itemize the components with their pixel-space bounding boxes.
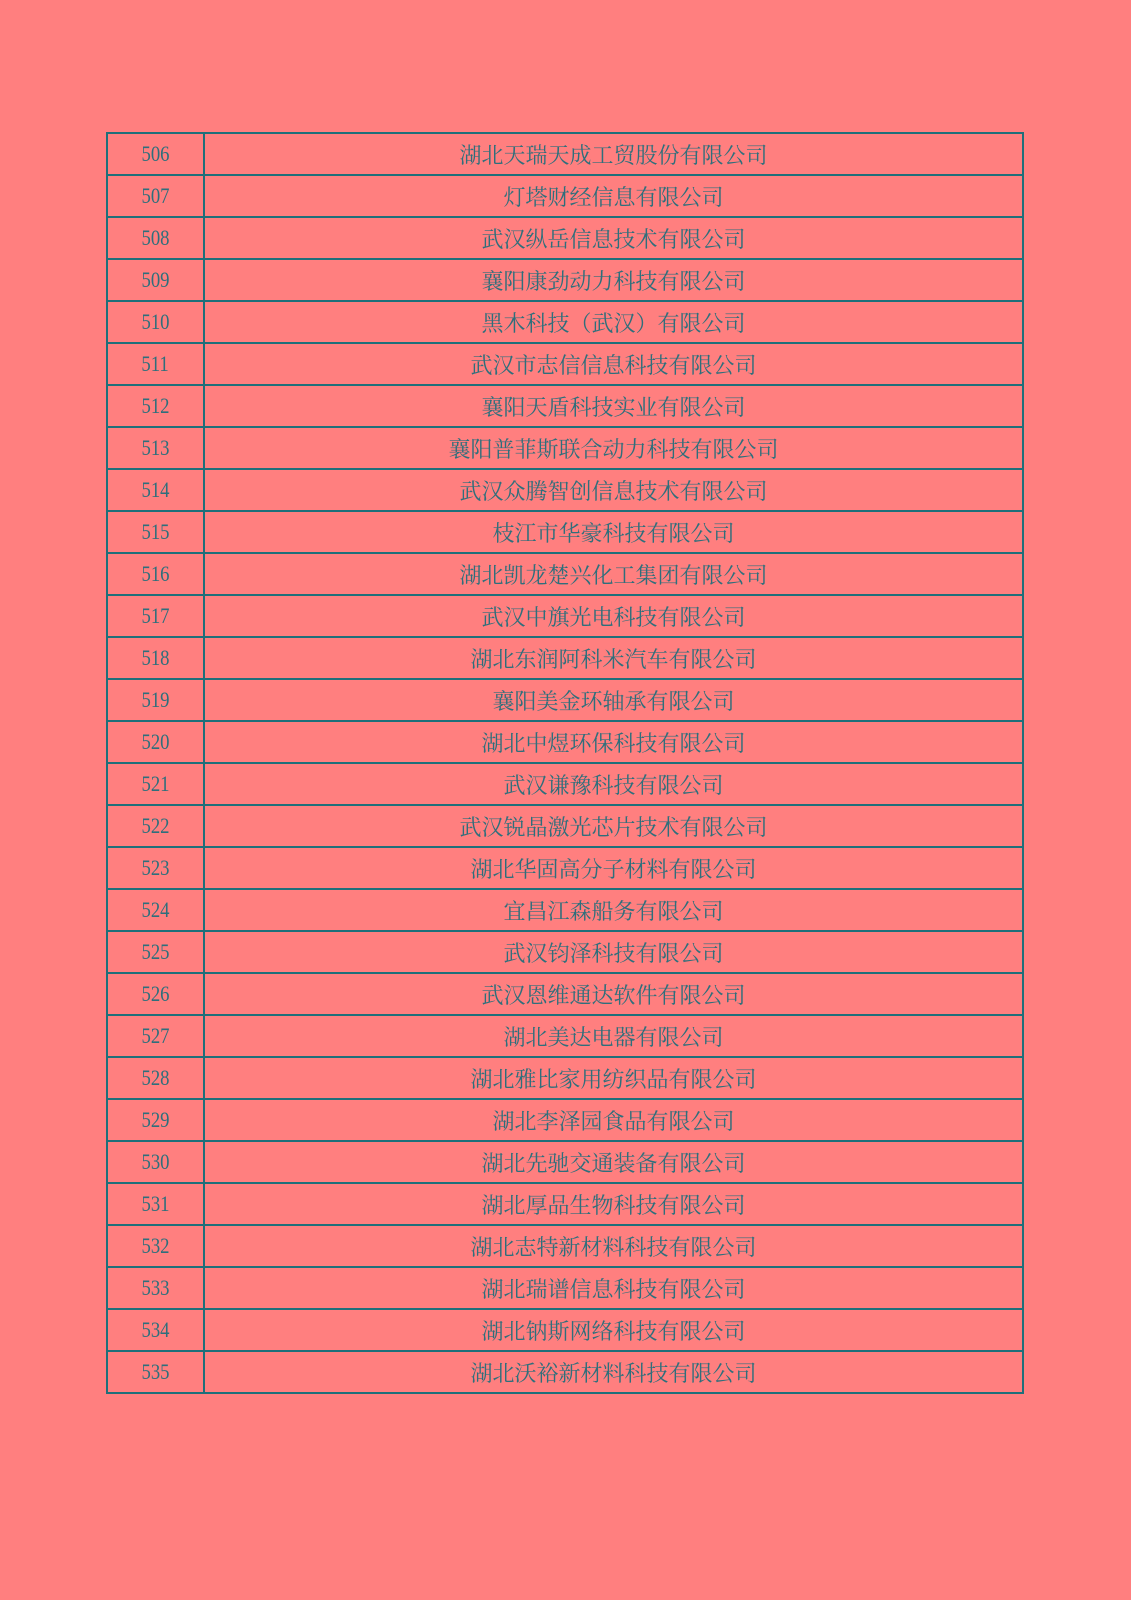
- table-row: [107, 553, 1023, 595]
- row-number-cell: [107, 679, 204, 721]
- row-number: 520: [141, 729, 170, 754]
- row-number-cell: [107, 427, 204, 469]
- company-name: 武汉众腾智创信息技术有限公司: [204, 469, 1023, 511]
- row-number-cell: [107, 217, 204, 259]
- row-number-cell: [107, 553, 204, 595]
- table-row: [107, 679, 1023, 721]
- row-number-cell: [107, 1309, 204, 1351]
- row-number-cell: [107, 931, 204, 973]
- company-name: 湖北凯龙楚兴化工集团有限公司: [204, 553, 1023, 595]
- company-name: 湖北厚品生物科技有限公司: [204, 1183, 1023, 1225]
- company-name: 武汉恩维通达软件有限公司: [204, 973, 1023, 1015]
- row-number-cell: [107, 133, 204, 175]
- row-number: 517: [141, 603, 170, 628]
- row-number-cell: [107, 1099, 204, 1141]
- row-number: 527: [141, 1023, 170, 1048]
- company-name: 湖北李泽园食品有限公司: [204, 1099, 1023, 1141]
- company-name: 襄阳普菲斯联合动力科技有限公司: [204, 427, 1023, 469]
- row-number: 509: [141, 267, 170, 292]
- company-name: 湖北志特新材料科技有限公司: [204, 1225, 1023, 1267]
- table-row: [107, 301, 1023, 343]
- company-name: 湖北美达电器有限公司: [204, 1015, 1023, 1057]
- row-number-cell: [107, 511, 204, 553]
- table-row: [107, 721, 1023, 763]
- table-row: [107, 637, 1023, 679]
- table-row: [107, 1099, 1023, 1141]
- company-name: 武汉纵岳信息技术有限公司: [204, 217, 1023, 259]
- row-number: 514: [141, 477, 170, 502]
- row-number-cell: [107, 637, 204, 679]
- company-name: 湖北天瑞天成工贸股份有限公司: [204, 133, 1023, 175]
- row-number-cell: [107, 1015, 204, 1057]
- row-number: 521: [141, 771, 170, 796]
- company-name: 武汉锐晶激光芯片技术有限公司: [204, 805, 1023, 847]
- row-number-cell: [107, 343, 204, 385]
- table-row: [107, 973, 1023, 1015]
- table-row: [107, 847, 1023, 889]
- table-row: [107, 511, 1023, 553]
- row-number-cell: [107, 847, 204, 889]
- table-row: [107, 469, 1023, 511]
- table-row: [107, 889, 1023, 931]
- table-row: [107, 343, 1023, 385]
- row-number: 516: [141, 561, 170, 586]
- company-name: 湖北钠斯网络科技有限公司: [204, 1309, 1023, 1351]
- table-row: [107, 175, 1023, 217]
- row-number: 526: [141, 981, 170, 1006]
- table-row: [107, 1267, 1023, 1309]
- row-number: 529: [141, 1107, 170, 1132]
- company-name: 武汉中旗光电科技有限公司: [204, 595, 1023, 637]
- row-number: 531: [141, 1191, 170, 1216]
- company-name: 襄阳天盾科技实业有限公司: [204, 385, 1023, 427]
- row-number: 512: [141, 393, 170, 418]
- row-number-cell: [107, 175, 204, 217]
- row-number: 511: [141, 351, 170, 376]
- company-name: 湖北先驰交通装备有限公司: [204, 1141, 1023, 1183]
- company-name: 湖北华固高分子材料有限公司: [204, 847, 1023, 889]
- row-number: 522: [141, 813, 170, 838]
- row-number-cell: [107, 301, 204, 343]
- row-number: 532: [141, 1233, 170, 1258]
- row-number: 519: [141, 687, 170, 712]
- row-number-cell: [107, 763, 204, 805]
- row-number-cell: [107, 1141, 204, 1183]
- company-name: 湖北沃裕新材料科技有限公司: [204, 1351, 1023, 1393]
- table-row: [107, 1141, 1023, 1183]
- row-number: 508: [141, 225, 170, 250]
- row-number-cell: [107, 259, 204, 301]
- row-number-cell: [107, 1351, 204, 1393]
- row-number: 533: [141, 1275, 170, 1300]
- table-row: [107, 1183, 1023, 1225]
- company-name: 黑木科技（武汉）有限公司: [204, 301, 1023, 343]
- company-name: 灯塔财经信息有限公司: [204, 175, 1023, 217]
- table-row: [107, 1057, 1023, 1099]
- company-list-body: [107, 133, 1023, 1393]
- row-number: 518: [141, 645, 170, 670]
- table-row: [107, 427, 1023, 469]
- row-number-cell: [107, 973, 204, 1015]
- company-name: 湖北瑞谱信息科技有限公司: [204, 1267, 1023, 1309]
- row-number: 534: [141, 1317, 170, 1342]
- company-name: 湖北中煜环保科技有限公司: [204, 721, 1023, 763]
- row-number: 525: [141, 939, 170, 964]
- table-row: [107, 217, 1023, 259]
- company-name: 湖北东润阿科米汽车有限公司: [204, 637, 1023, 679]
- row-number: 507: [141, 183, 170, 208]
- table-row: [107, 1309, 1023, 1351]
- row-number: 530: [141, 1149, 170, 1174]
- row-number: 513: [141, 435, 170, 460]
- company-name: 湖北雅比家用纺织品有限公司: [204, 1057, 1023, 1099]
- row-number-cell: [107, 595, 204, 637]
- row-number-cell: [107, 721, 204, 763]
- row-number: 506: [141, 141, 170, 166]
- row-number-cell: [107, 1183, 204, 1225]
- row-number: 510: [141, 309, 170, 334]
- company-name: 襄阳美金环轴承有限公司: [204, 679, 1023, 721]
- row-number-cell: [107, 469, 204, 511]
- table-row: [107, 133, 1023, 175]
- row-number: 535: [141, 1359, 170, 1384]
- row-number: 524: [141, 897, 170, 922]
- company-list-table: [106, 132, 1024, 1394]
- table-row: [107, 931, 1023, 973]
- table-row: [107, 763, 1023, 805]
- table-row: [107, 595, 1023, 637]
- table-row: [107, 1351, 1023, 1393]
- row-number: 515: [141, 519, 170, 544]
- company-name: 武汉钧泽科技有限公司: [204, 931, 1023, 973]
- row-number-cell: [107, 889, 204, 931]
- row-number-cell: [107, 1267, 204, 1309]
- company-name: 襄阳康劲动力科技有限公司: [204, 259, 1023, 301]
- row-number-cell: [107, 1225, 204, 1267]
- row-number-cell: [107, 385, 204, 427]
- row-number: 523: [141, 855, 170, 880]
- table-row: [107, 805, 1023, 847]
- table-row: [107, 259, 1023, 301]
- table-row: [107, 1015, 1023, 1057]
- company-name: 武汉谦豫科技有限公司: [204, 763, 1023, 805]
- table-row: [107, 1225, 1023, 1267]
- row-number-cell: [107, 805, 204, 847]
- row-number-cell: [107, 1057, 204, 1099]
- company-name: 宜昌江森船务有限公司: [204, 889, 1023, 931]
- table-row: [107, 385, 1023, 427]
- row-number: 528: [141, 1065, 170, 1090]
- company-name: 枝江市华豪科技有限公司: [204, 511, 1023, 553]
- company-name: 武汉市志信信息科技有限公司: [204, 343, 1023, 385]
